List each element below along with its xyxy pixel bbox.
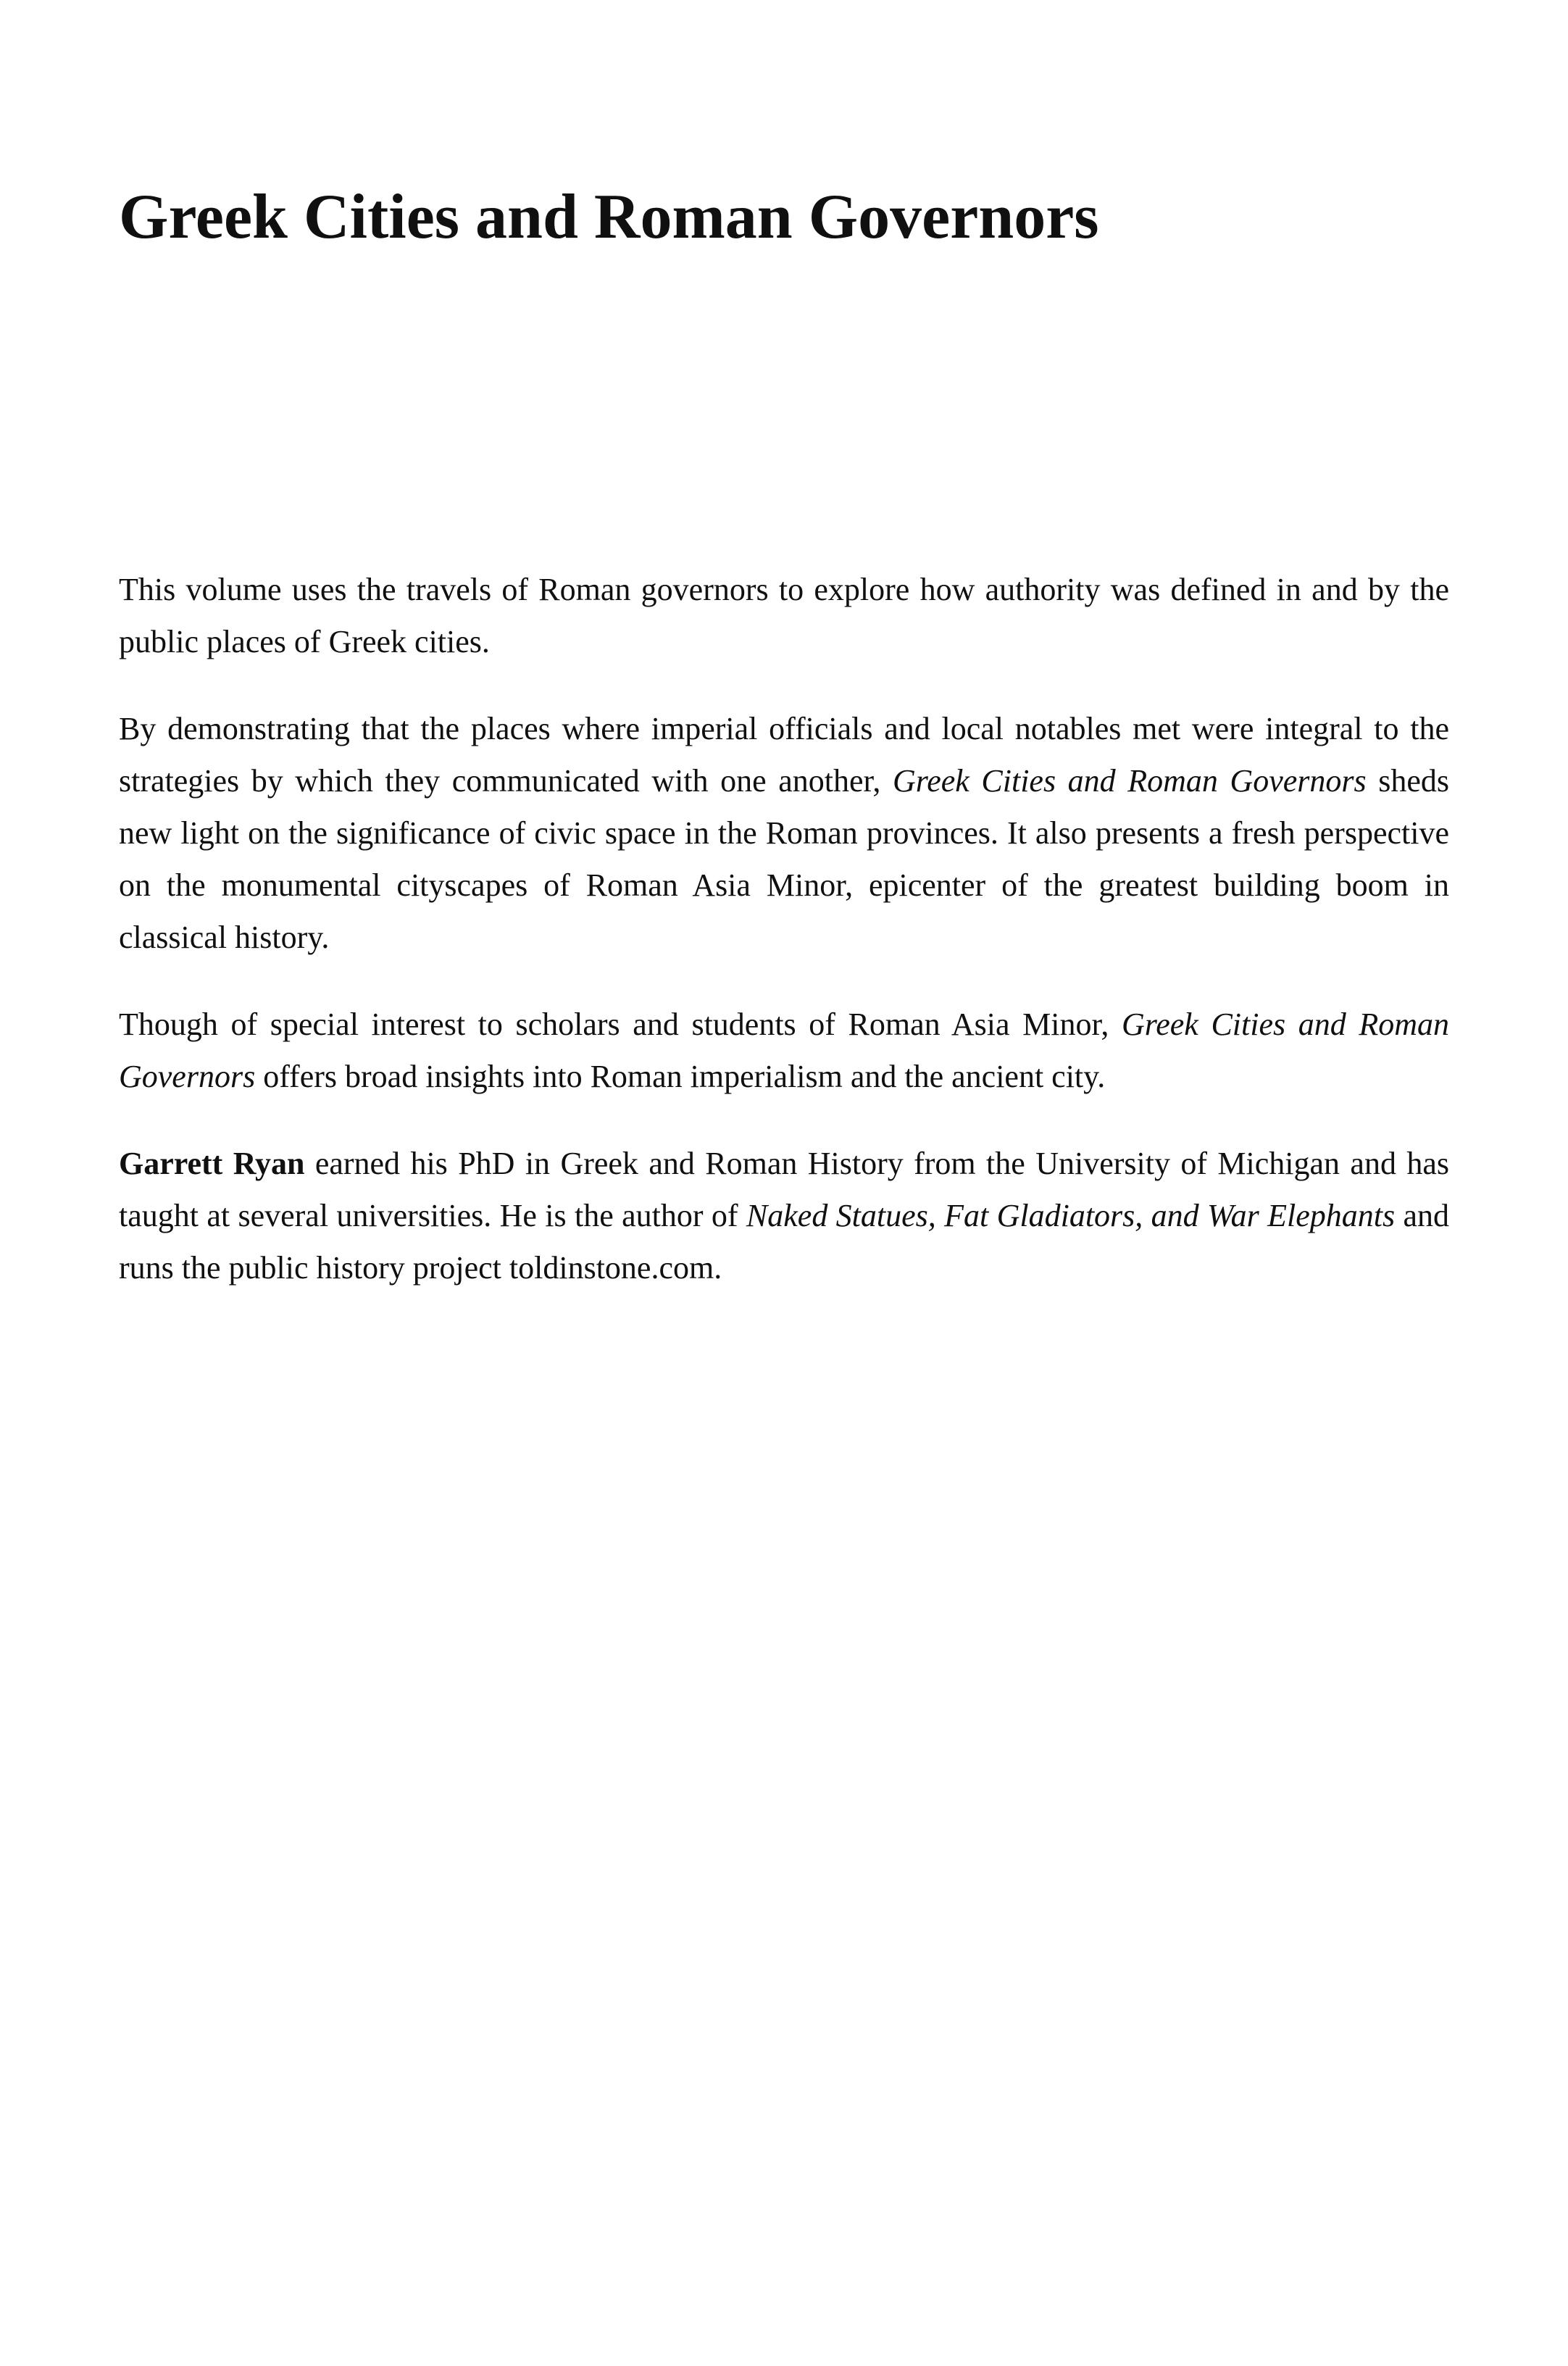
author-bio-text-lead: earned his PhD in Greek and Roman History from the University of Michigan and has taught at several universities. He is the author of <box>119 1146 1449 1233</box>
audience-book-title-italic: Greek Cities and Roman Governors <box>119 1007 1449 1094</box>
audience-text-lead: Though of special interest to scholars and students of Roman Asia Minor, <box>119 1007 1122 1042</box>
author-name-bold: Garrett Ryan <box>119 1146 305 1181</box>
paragraph-author-bio <box>119 1138 1449 1294</box>
synopsis-text-rest: sheds new light on the significance of civic space in the Roman provinces. It also presents a fresh perspective on the monumental cityscapes of Roman Asia Minor, epicenter of the greatest building boom in classical history. <box>119 763 1449 955</box>
audience-text-rest: offers broad insights into Roman imperialism and the ancient city. <box>255 1059 1106 1094</box>
paragraph-audience <box>119 999 1449 1103</box>
overview-text: This volume uses the travels of Roman governors to explore how authority was defined in and by the public places of Greek cities. <box>119 572 1449 659</box>
author-bio-text-rest: and runs the public history project toldinstone.com. <box>119 1198 1450 1286</box>
author-bio-other-book-italic: Naked Statues, Fat Gladiators, and War Elephants <box>746 1198 1396 1233</box>
paragraph-overview <box>119 564 1449 668</box>
book-title: Greek Cities and Roman Governors <box>119 182 1099 252</box>
synopsis-text-lead: By demonstrating that the places where imperial officials and local notables met were integral to the strategies by which they communicated with one another, <box>119 711 1449 799</box>
synopsis-book-title-italic: Greek Cities and Roman Governors <box>892 763 1367 799</box>
paragraph-synopsis <box>119 703 1449 964</box>
